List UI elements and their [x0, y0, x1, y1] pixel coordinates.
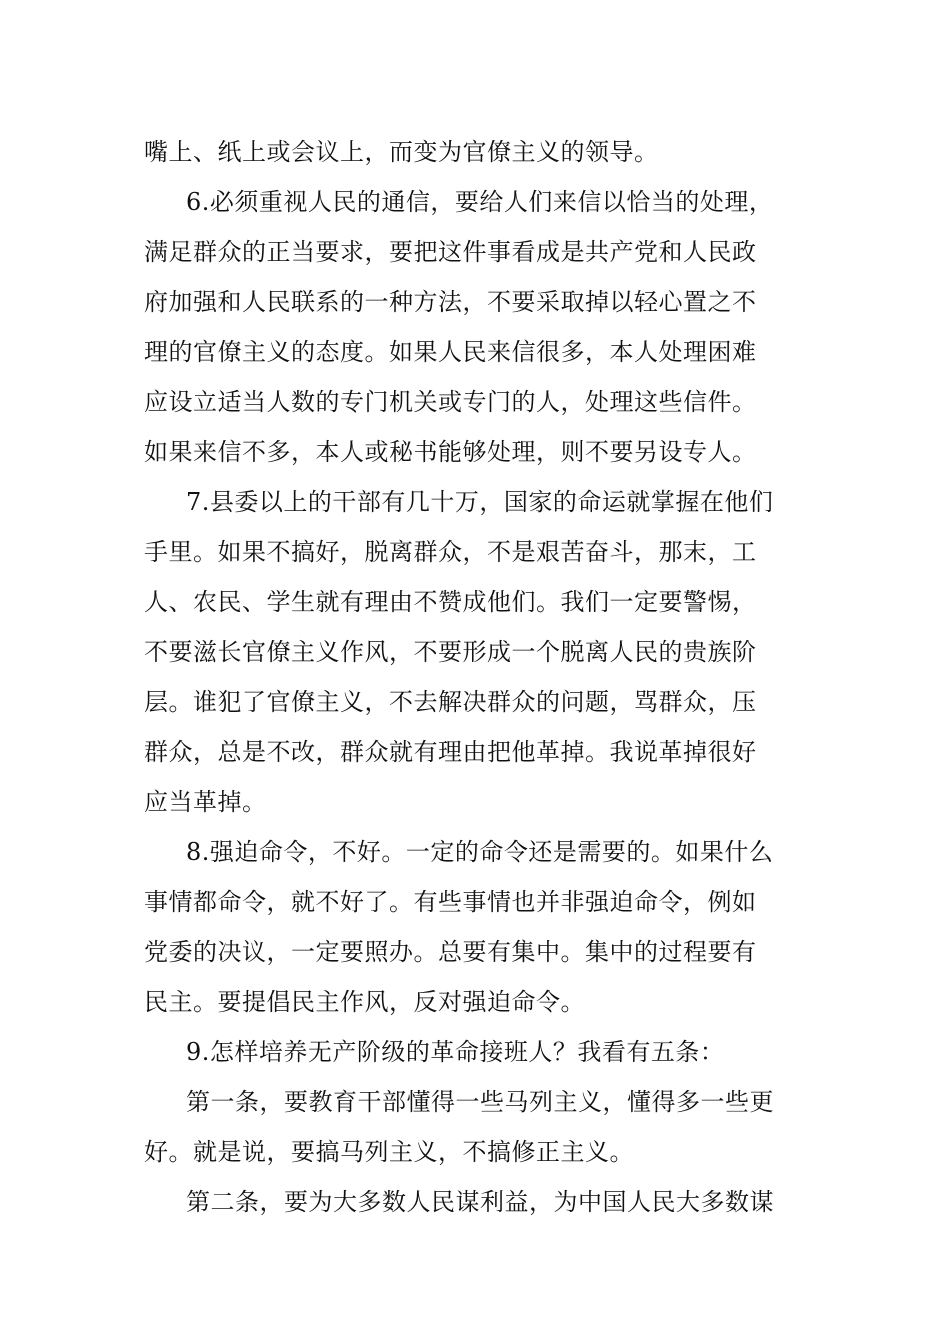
text-line: 群众，总是不改，群众就有理由把他革掉。我说革掉很好: [144, 738, 757, 766]
text-line: 党委的决议，一定要照办。总要有集中。集中的过程要有: [144, 938, 757, 966]
text-line: 民主。要提倡民主作风，反对强迫命令。: [144, 988, 585, 1016]
text-line: 理的官僚主义的态度。如果人民来信很多，本人处理困难: [144, 338, 757, 366]
text-line: 不要滋长官僚主义作风，不要形成一个脱离人民的贵族阶: [144, 638, 757, 666]
text-line: 层。谁犯了官僚主义，不去解决群众的问题，骂群众，压: [144, 688, 757, 716]
text-line: 如果来信不多，本人或秘书能够处理，则不要另设专人。: [144, 438, 757, 466]
paragraph-8-start: 8.强迫命令，不好。一定的命令还是需要的。如果什么: [186, 838, 774, 866]
item-2-start: 第二条，要为大多数人民谋利益，为中国人民大多数谋: [186, 1188, 774, 1216]
text-line: 嘴上、纸上或会议上，而变为官僚主义的领导。: [144, 138, 659, 166]
text-line: 府加强和人民联系的一种方法，不要采取掉以轻心置之不: [144, 288, 757, 316]
paragraph-7-start: 7.县委以上的干部有几十万，国家的命运就掌握在他们: [186, 488, 774, 516]
text-line: 事情都命令，就不好了。有些事情也并非强迫命令，例如: [144, 888, 757, 916]
text-line: 满足群众的正当要求，要把这件事看成是共产党和人民政: [144, 238, 757, 266]
text-line: 手里。如果不搞好，脱离群众，不是艰苦奋斗，那末，工: [144, 538, 757, 566]
paragraph-9-start: 9.怎样培养无产阶级的革命接班人？我看有五条：: [186, 1038, 725, 1066]
text-line: 好。就是说，要搞马列主义，不搞修正主义。: [144, 1138, 634, 1166]
text-line: 应当革掉。: [144, 788, 267, 816]
text-line: 人、农民、学生就有理由不赞成他们。我们一定要警惕，: [144, 588, 757, 616]
text-line: 应设立适当人数的专门机关或专门的人，处理这些信件。: [144, 388, 757, 416]
item-1-start: 第一条，要教育干部懂得一些马列主义，懂得多一些更: [186, 1088, 774, 1116]
paragraph-6-start: 6.必须重视人民的通信，要给人们来信以恰当的处理，: [186, 188, 774, 216]
